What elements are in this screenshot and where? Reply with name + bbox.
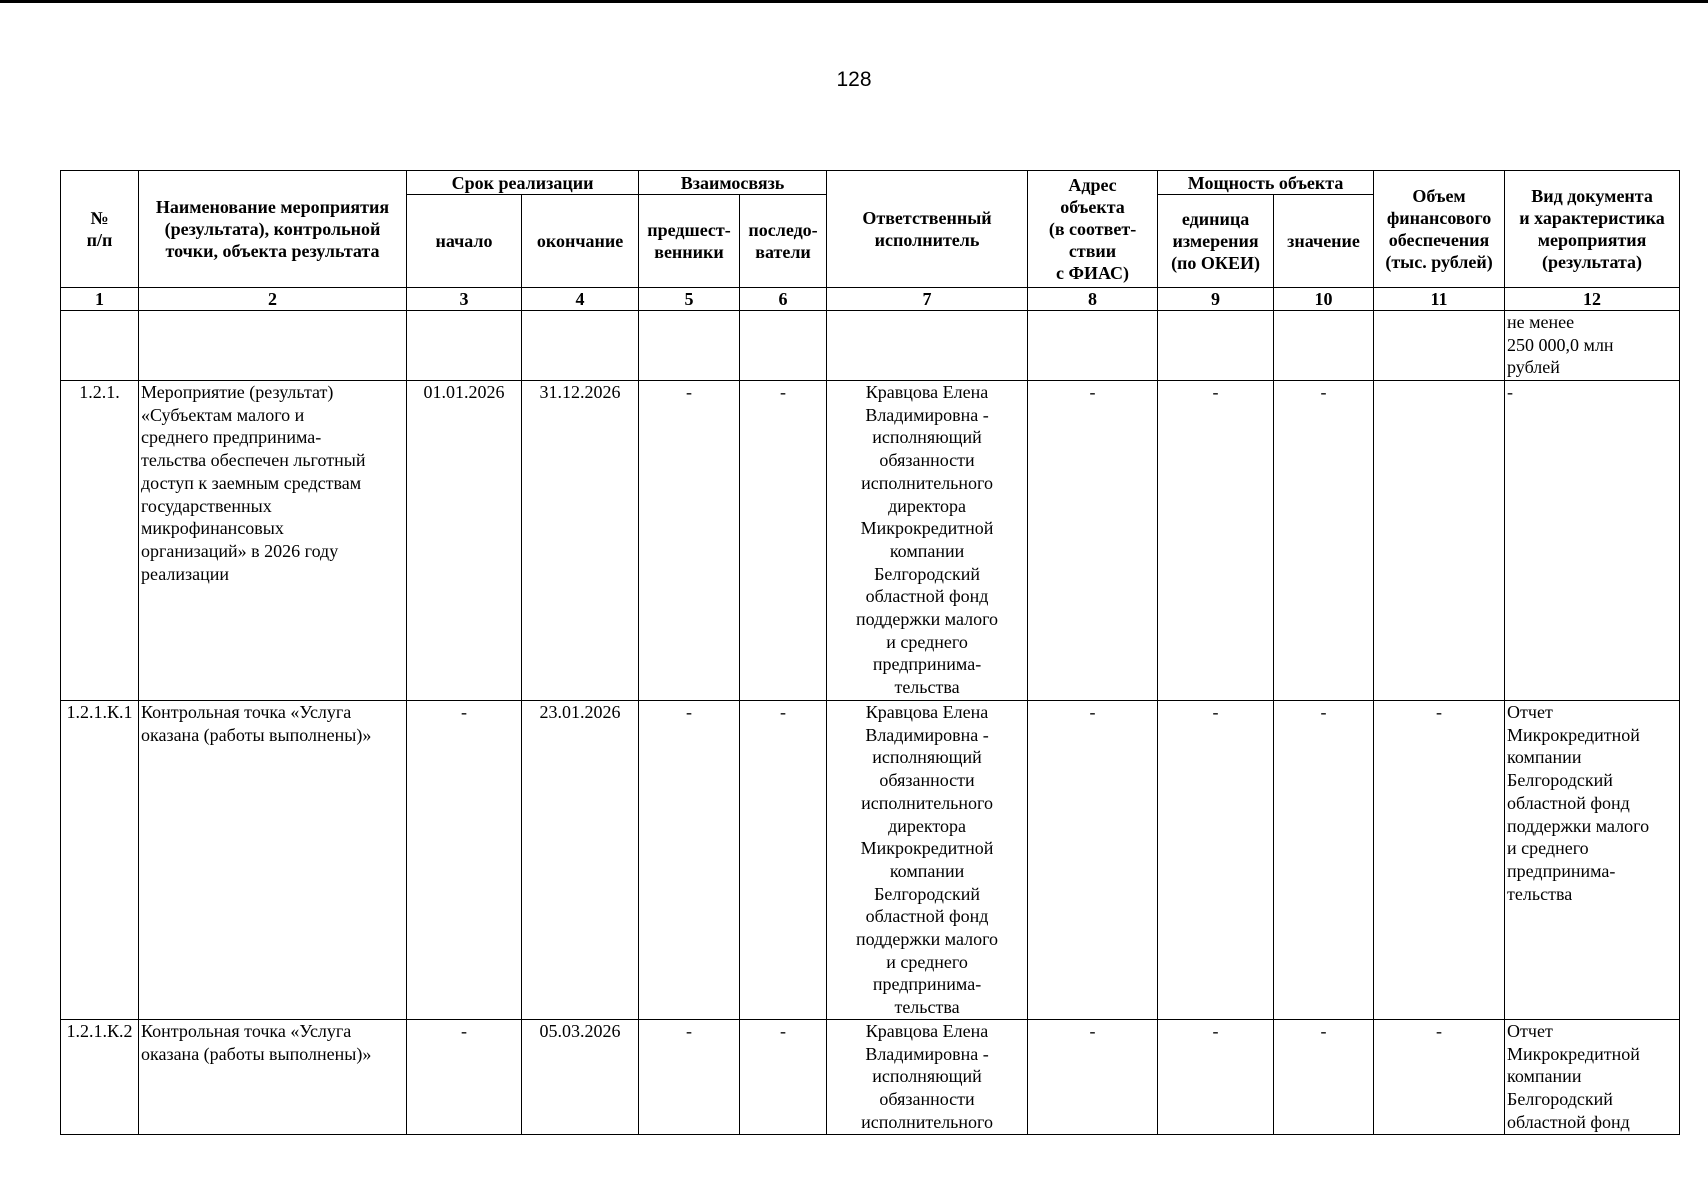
cell-num: 1.2.1. xyxy=(61,381,139,701)
cell-doc: не менее 250 000,0 млн рублей xyxy=(1505,311,1680,381)
cell-finance: - xyxy=(1374,1020,1505,1135)
cell-unit: - xyxy=(1158,381,1274,701)
cell-address xyxy=(1028,311,1158,381)
header-num: № п/п xyxy=(61,171,139,288)
cell-pred xyxy=(639,311,740,381)
cell-responsible xyxy=(827,311,1028,381)
cell-name: Мероприятие (результат) «Субъектам малого и среднего предпринима- тельства обеспечен льготный доступ к заемным средствам государственных микрофинансовых организаций» в 2026 году реализации xyxy=(139,381,407,701)
cell-finance xyxy=(1374,311,1505,381)
header-doc: Вид документа и характеристика мероприятия (результата) xyxy=(1505,171,1680,288)
cell-succ xyxy=(740,311,827,381)
column-number: 8 xyxy=(1028,288,1158,311)
cell-value: - xyxy=(1274,701,1374,1020)
cell-address: - xyxy=(1028,381,1158,701)
top-border-line xyxy=(0,0,1708,3)
column-number: 12 xyxy=(1505,288,1680,311)
column-number: 11 xyxy=(1374,288,1505,311)
column-number: 3 xyxy=(407,288,522,311)
cell-name: Контрольная точка «Услуга оказана (работы выполнены)» xyxy=(139,1020,407,1135)
cell-responsible: Кравцова Елена Владимировна - исполняющий обязанности исполнительного директора Микрокредитной компании Белгородский областной фонд поддержки малого и среднего предпринима- тельства xyxy=(827,701,1028,1020)
cell-doc: - xyxy=(1505,381,1680,701)
table-row xyxy=(61,701,1680,1020)
cell-name xyxy=(139,311,407,381)
header-capacity: Мощность объекта xyxy=(1158,171,1374,195)
column-number: 9 xyxy=(1158,288,1274,311)
cell-num: 1.2.1.К.1 xyxy=(61,701,139,1020)
table-row xyxy=(61,381,1680,701)
cell-finance: - xyxy=(1374,701,1505,1020)
cell-end: 23.01.2026 xyxy=(522,701,639,1020)
header-finance: Объем финансового обеспечения (тыс. рублей) xyxy=(1374,171,1505,288)
table-row xyxy=(61,311,1680,381)
column-number: 10 xyxy=(1274,288,1374,311)
cell-name: Контрольная точка «Услуга оказана (работы выполнены)» xyxy=(139,701,407,1020)
cell-value: - xyxy=(1274,1020,1374,1135)
header-cap-value: значение xyxy=(1274,195,1374,288)
cell-start: - xyxy=(407,701,522,1020)
header-link: Взаимосвязь xyxy=(639,171,827,195)
header-name: Наименование мероприятия (результата), контрольной точки, объекта результата xyxy=(139,171,407,288)
cell-start xyxy=(407,311,522,381)
page-number: 128 xyxy=(836,68,872,91)
cell-doc: Отчет Микрокредитной компании Белгородский областной фонд xyxy=(1505,1020,1680,1135)
cell-value: - xyxy=(1274,381,1374,701)
cell-end: 31.12.2026 xyxy=(522,381,639,701)
cell-responsible: Кравцова Елена Владимировна - исполняющий обязанности исполнительного xyxy=(827,1020,1028,1135)
column-number: 7 xyxy=(827,288,1028,311)
column-number: 1 xyxy=(61,288,139,311)
column-number: 6 xyxy=(740,288,827,311)
cell-succ: - xyxy=(740,1020,827,1135)
header-term-start: начало xyxy=(407,195,522,288)
cell-num: 1.2.1.К.2 xyxy=(61,1020,139,1135)
column-number: 4 xyxy=(522,288,639,311)
cell-responsible: Кравцова Елена Владимировна - исполняющий обязанности исполнительного директора Микрокредитной компании Белгородский областной фонд поддержки малого и среднего предпринима- тельства xyxy=(827,381,1028,701)
cell-end: 05.03.2026 xyxy=(522,1020,639,1135)
table-row xyxy=(61,1020,1680,1135)
cell-finance xyxy=(1374,381,1505,701)
cell-address: - xyxy=(1028,701,1158,1020)
cell-start: 01.01.2026 xyxy=(407,381,522,701)
cell-end xyxy=(522,311,639,381)
plan-table xyxy=(60,170,1680,1135)
header-link-pred: предшест- венники xyxy=(639,195,740,288)
header-responsible: Ответственный исполнитель xyxy=(827,171,1028,288)
cell-pred: - xyxy=(639,701,740,1020)
cell-unit: - xyxy=(1158,1020,1274,1135)
cell-doc: Отчет Микрокредитной компании Белгородский областной фонд поддержки малого и среднего предпринима- тельства xyxy=(1505,701,1680,1020)
cell-succ: - xyxy=(740,381,827,701)
cell-address: - xyxy=(1028,1020,1158,1135)
header-term: Срок реализации xyxy=(407,171,639,195)
cell-start: - xyxy=(407,1020,522,1135)
cell-pred: - xyxy=(639,1020,740,1135)
column-number: 5 xyxy=(639,288,740,311)
cell-pred: - xyxy=(639,381,740,701)
header-address: Адрес объекта (в соответ- ствии с ФИАС) xyxy=(1028,171,1158,288)
header-term-end: окончание xyxy=(522,195,639,288)
cell-unit: - xyxy=(1158,701,1274,1020)
header-cap-unit: единица измерения (по ОКЕИ) xyxy=(1158,195,1274,288)
header-link-succ: последо- ватели xyxy=(740,195,827,288)
cell-unit xyxy=(1158,311,1274,381)
cell-succ: - xyxy=(740,701,827,1020)
cell-value xyxy=(1274,311,1374,381)
cell-num xyxy=(61,311,139,381)
column-number: 2 xyxy=(139,288,407,311)
